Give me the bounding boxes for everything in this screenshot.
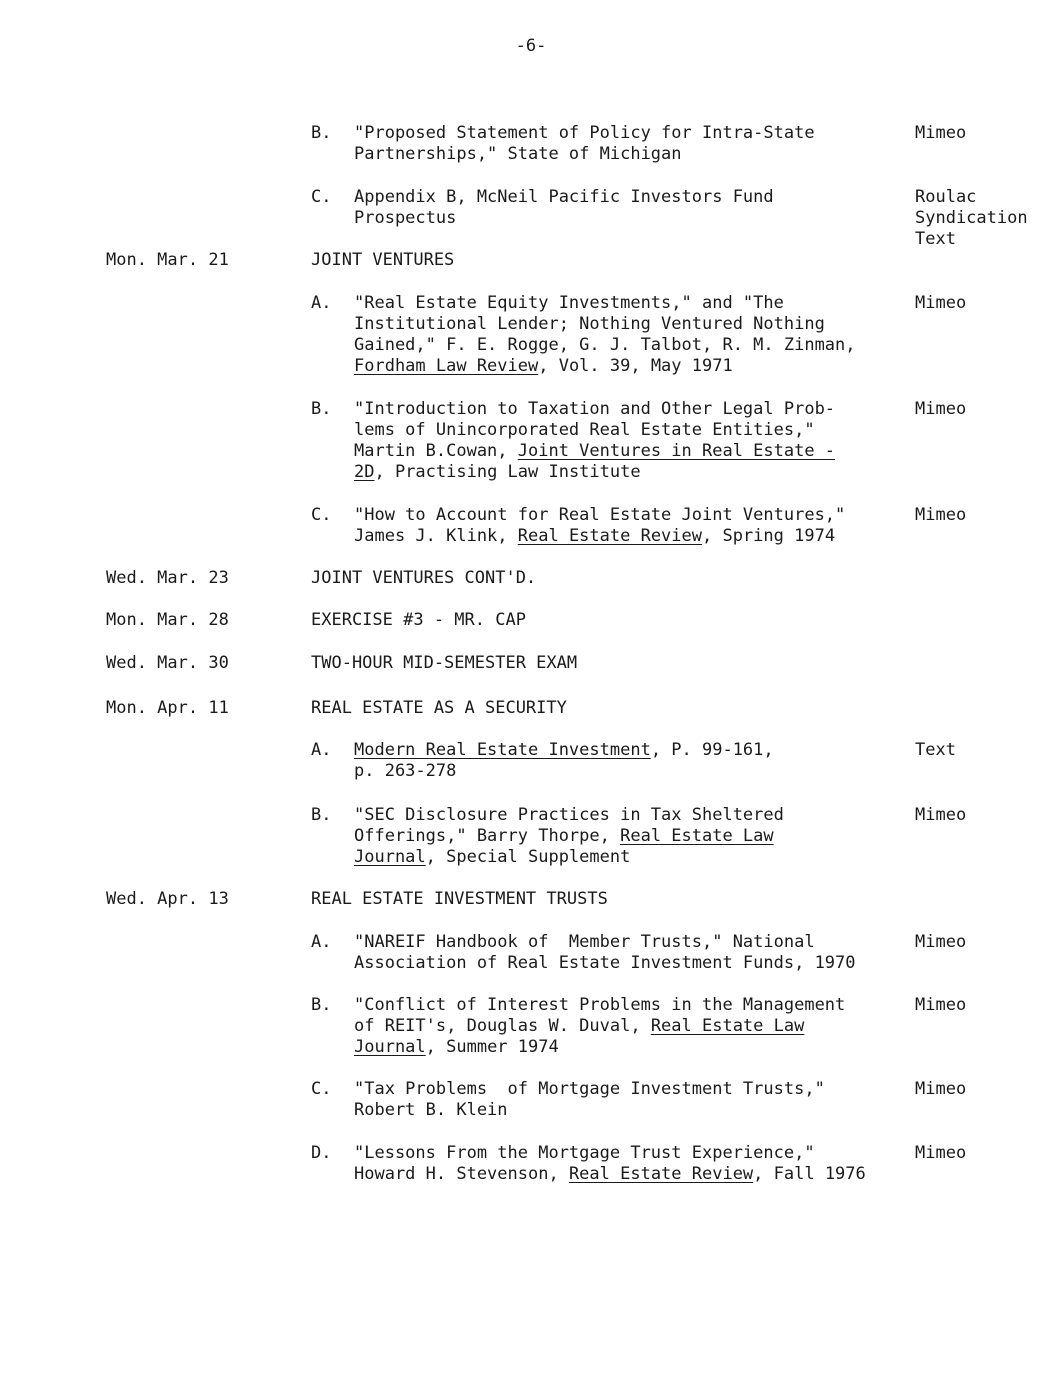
- source-label: Mimeo: [915, 932, 967, 952]
- source-label: Mimeo: [915, 293, 967, 313]
- source-label: Mimeo: [915, 123, 967, 143]
- item-text: "SEC Disclosure Practices in Tax Sheltered Offerings," Barry Thorpe, Real Estate Law Journal, Special Supplement: [354, 805, 784, 867]
- item-letter: B.: [311, 995, 332, 1015]
- item-letter: A.: [311, 740, 332, 760]
- session-date: Mon. Mar. 28: [106, 610, 229, 630]
- session-date: Wed. Apr. 13: [106, 889, 229, 909]
- session-topic: REAL ESTATE AS A SECURITY: [311, 698, 567, 718]
- item-letter: A.: [311, 932, 332, 952]
- item-text: "NAREIF Handbook of Member Trusts," National Association of Real Estate Investment Funds, 1970: [354, 932, 856, 973]
- item-letter: A.: [311, 293, 332, 313]
- source-label: Mimeo: [915, 505, 967, 525]
- source-label: Mimeo: [915, 1143, 967, 1163]
- source-label: Mimeo: [915, 399, 967, 419]
- source-label: Mimeo: [915, 995, 967, 1015]
- source-label: Text: [915, 740, 956, 760]
- session-topic: TWO-HOUR MID-SEMESTER EXAM: [311, 653, 578, 673]
- item-text: Appendix B, McNeil Pacific Investors Fund Prospectus: [354, 187, 774, 228]
- source-label: Roulac Syndication Text: [915, 187, 1028, 249]
- source-label: Mimeo: [915, 1079, 967, 1099]
- item-text: "Lessons From the Mortgage Trust Experience," Howard H. Stevenson, Real Estate Review, Fall 1976: [354, 1143, 866, 1184]
- session-date: Mon. Apr. 11: [106, 698, 229, 718]
- session-topic: JOINT VENTURES CONT'D.: [311, 568, 537, 588]
- item-letter: B.: [311, 805, 332, 825]
- item-text: "Proposed Statement of Policy for Intra-State Partnerships," State of Michigan: [354, 123, 815, 164]
- item-text: "Real Estate Equity Investments," and "The Institutional Lender; Nothing Ventured Nothing Gained," F. E. Rogge, G. J. Talbot, R. M. Zinman, Fordham Law Review, Vol. 39, May 1971: [354, 293, 856, 376]
- item-text: "Introduction to Taxation and Other Legal Prob- lems of Unincorporated Real Estate Entities," Martin B.Cowan, Joint Ventures in Real Estate - 2D, Practising Law Institute: [354, 399, 836, 482]
- page-number: -6-: [515, 36, 547, 56]
- session-topic: REAL ESTATE INVESTMENT TRUSTS: [311, 889, 608, 909]
- item-letter: B.: [311, 123, 332, 143]
- session-topic: EXERCISE #3 - MR. CAP: [311, 610, 526, 630]
- item-letter: C.: [311, 187, 332, 207]
- item-text: "Conflict of Interest Problems in the Management of REIT's, Douglas W. Duval, Real Estate Law Journal, Summer 1974: [354, 995, 846, 1057]
- session-date: Mon. Mar. 21: [106, 250, 229, 270]
- source-label: Mimeo: [915, 805, 967, 825]
- item-text: "Tax Problems of Mortgage Investment Trusts," Robert B. Klein: [354, 1079, 825, 1120]
- item-letter: C.: [311, 1079, 332, 1099]
- item-letter: D.: [311, 1143, 332, 1163]
- item-letter: B.: [311, 399, 332, 419]
- session-topic: JOINT VENTURES: [311, 250, 455, 270]
- item-text: "How to Account for Real Estate Joint Ventures," James J. Klink, Real Estate Review, Spring 1974: [354, 505, 846, 546]
- item-text: Modern Real Estate Investment, P. 99-161, p. 263-278: [354, 740, 774, 781]
- session-date: Wed. Mar. 30: [106, 653, 229, 673]
- item-letter: C.: [311, 505, 332, 525]
- session-date: Wed. Mar. 23: [106, 568, 229, 588]
